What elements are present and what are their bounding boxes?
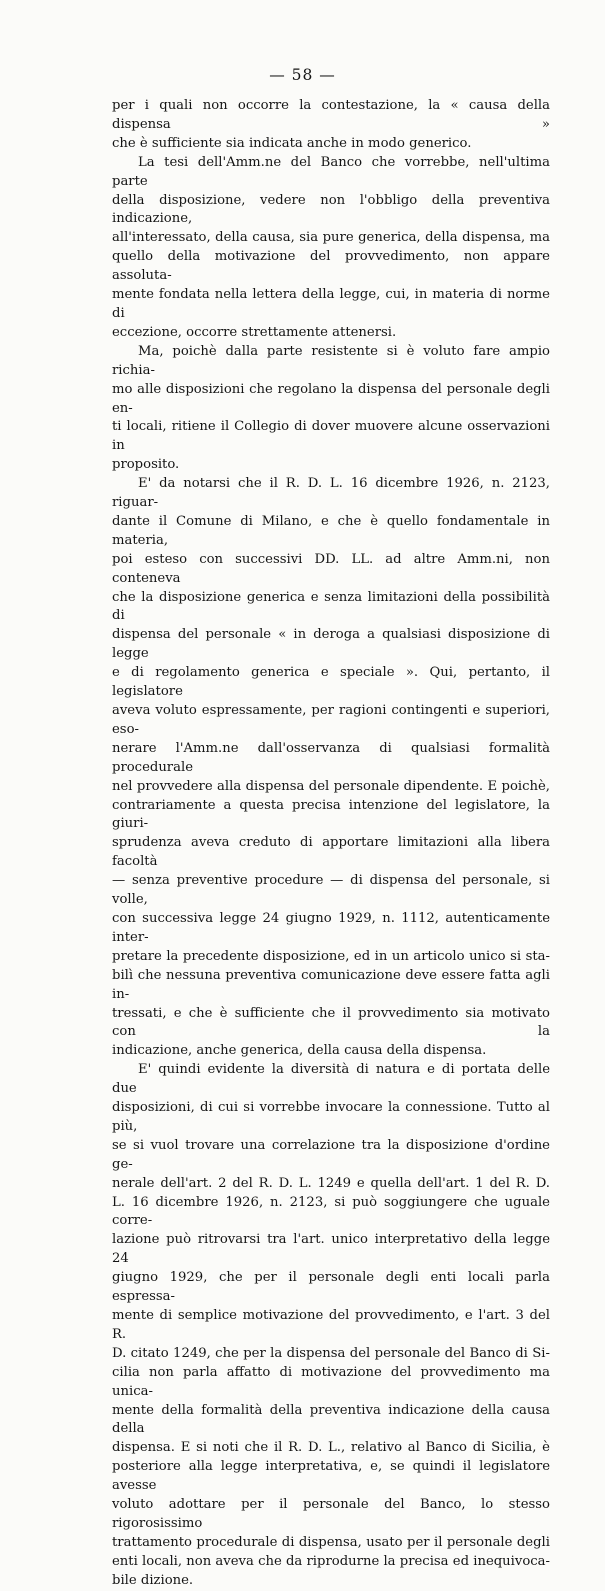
text-line: con successiva legge 24 giugno 1929, n. 1112, autenticamente inter- (112, 910, 550, 945)
text-line: bilì che nessuna preventiva comunicazione deve essere fatta agli in- (112, 967, 550, 1002)
text-line: La tesi dell'Amm.ne del Banco che vorrebbe, nell'ultima parte (112, 154, 550, 189)
text-line: tressati, e che è sufficiente che il provvedimento sia motivato con la (112, 1005, 550, 1040)
text-line: quello della motivazione del provvedimento, non appare assoluta- (112, 249, 550, 284)
text-line: ti locali, ritiene il Collegio di dover muovere alcune osservazioni in (112, 419, 550, 454)
text-line: posteriore alla legge interpretativa, e, se quindi il legislatore avesse (112, 1459, 550, 1494)
text-line: L. 16 dicembre 1926, n. 2123, si può soggiungere che uguale corre- (112, 1194, 550, 1229)
text-line: lazione può ritrovarsi tra l'art. unico interpretativo della legge 24 (112, 1232, 550, 1267)
text-line: bile dizione. (112, 1572, 194, 1588)
text-line: E' da notarsi che il R. D. L. 16 dicembre 1926, n. 2123, riguar- (112, 476, 550, 511)
text-line: trattamento procedurale di dispensa, usato per il personale degli (112, 1534, 550, 1550)
text-line: per i quali non occorre la contestazione, la « causa della dispensa » (112, 98, 550, 132)
paragraph-4 (112, 475, 550, 1061)
page-number: — 58 — (269, 66, 336, 84)
text-line: che la disposizione generica e senza limitazioni della possibilità di (112, 589, 550, 624)
text-line: nerale dell'art. 2 del R. D. L. 1249 e quella dell'art. 1 del R. D. (112, 1175, 550, 1191)
text-line: dispensa. E si noti che il R. D. L., relativo al Banco di Sicilia, è (112, 1440, 550, 1456)
text-line: contrariamente a questa precisa intenzione del legislatore, la giuri- (112, 797, 550, 832)
text-line: indicazione, anche generica, della causa della dispensa. (112, 1043, 487, 1059)
text-line: mente di semplice motivazione del provvedimento, e l'art. 3 del R. (112, 1308, 550, 1342)
text-line: sprudenza aveva creduto di apportare limitazioni alla libera facoltà (112, 835, 550, 870)
text-line: eccezione, occorre strettamente attenersi. (112, 324, 397, 340)
text-line: mente fondata nella lettera della legge, cui, in materia di norme di (112, 287, 550, 321)
paragraph-5 (112, 1061, 550, 1590)
text-line: D. citato 1249, che per la dispensa del personale del Banco di Si- (112, 1345, 550, 1361)
text-line: dante il Comune di Milano, e che è quello fondamentale in materia, (112, 513, 550, 548)
text-line: e di regolamento generica e speciale ». Qui, pertanto, il legislatore (112, 665, 550, 700)
text-line: dispensa del personale « in deroga a qualsiasi disposizione di legge (112, 627, 550, 662)
text-line: E' quindi evidente la diversità di natura e di portata delle due (112, 1062, 550, 1097)
text-line: che è sufficiente sia indicata anche in modo generico. (112, 135, 472, 151)
text-line: nel provvedere alla dispensa del personale dipendente. E poichè, (112, 778, 550, 794)
text-line: aveva voluto espressamente, per ragioni contingenti e superiori, eso- (112, 703, 550, 737)
paragraph-3 (112, 343, 550, 475)
paragraph-1 (112, 97, 550, 154)
text-line: nerare l'Amm.ne dall'osservanza di qualsiasi formalità procedurale (112, 740, 550, 775)
text-line: enti locali, non aveva che da riprodurne la precisa ed inequivoca- (112, 1553, 550, 1569)
text-line: all'interessato, della causa, sia pure generica, della dispensa, ma (112, 230, 550, 246)
text-line: — senza preventive procedure — di dispensa del personale, si volle, (112, 873, 550, 908)
text-line: poi esteso con successivi DD. LL. ad altre Amm.ni, non conteneva (112, 551, 550, 586)
text-line: pretare la precedente disposizione, ed in un articolo unico si sta- (112, 948, 550, 964)
text-line: Ma, poichè dalla parte resistente si è voluto fare ampio richia- (112, 343, 550, 378)
text-line: proposito. (112, 457, 180, 473)
paragraph-2 (112, 154, 550, 343)
text-line: giugno 1929, che per il personale degli enti locali parla espressa- (112, 1270, 550, 1305)
text-line: della disposizione, vedere non l'obbligo della preventiva indicazione, (112, 192, 550, 227)
text-line: se si vuol trovare una correlazione tra la disposizione d'ordine ge- (112, 1137, 550, 1172)
text-line: mente della formalità della preventiva indicazione della causa della (112, 1402, 550, 1437)
text-line: voluto adottare per il personale del Banco, lo stesso rigorosissimo (112, 1497, 550, 1531)
text-line: disposizioni, di cui si vorrebbe invocare la connessione. Tutto al più, (112, 1100, 550, 1134)
text-line: cilia non parla affatto di motivazione del provvedimento ma unica- (112, 1364, 550, 1399)
body-text (112, 97, 550, 1591)
text-line: mo alle disposizioni che regolano la dispensa del personale degli en- (112, 381, 550, 416)
